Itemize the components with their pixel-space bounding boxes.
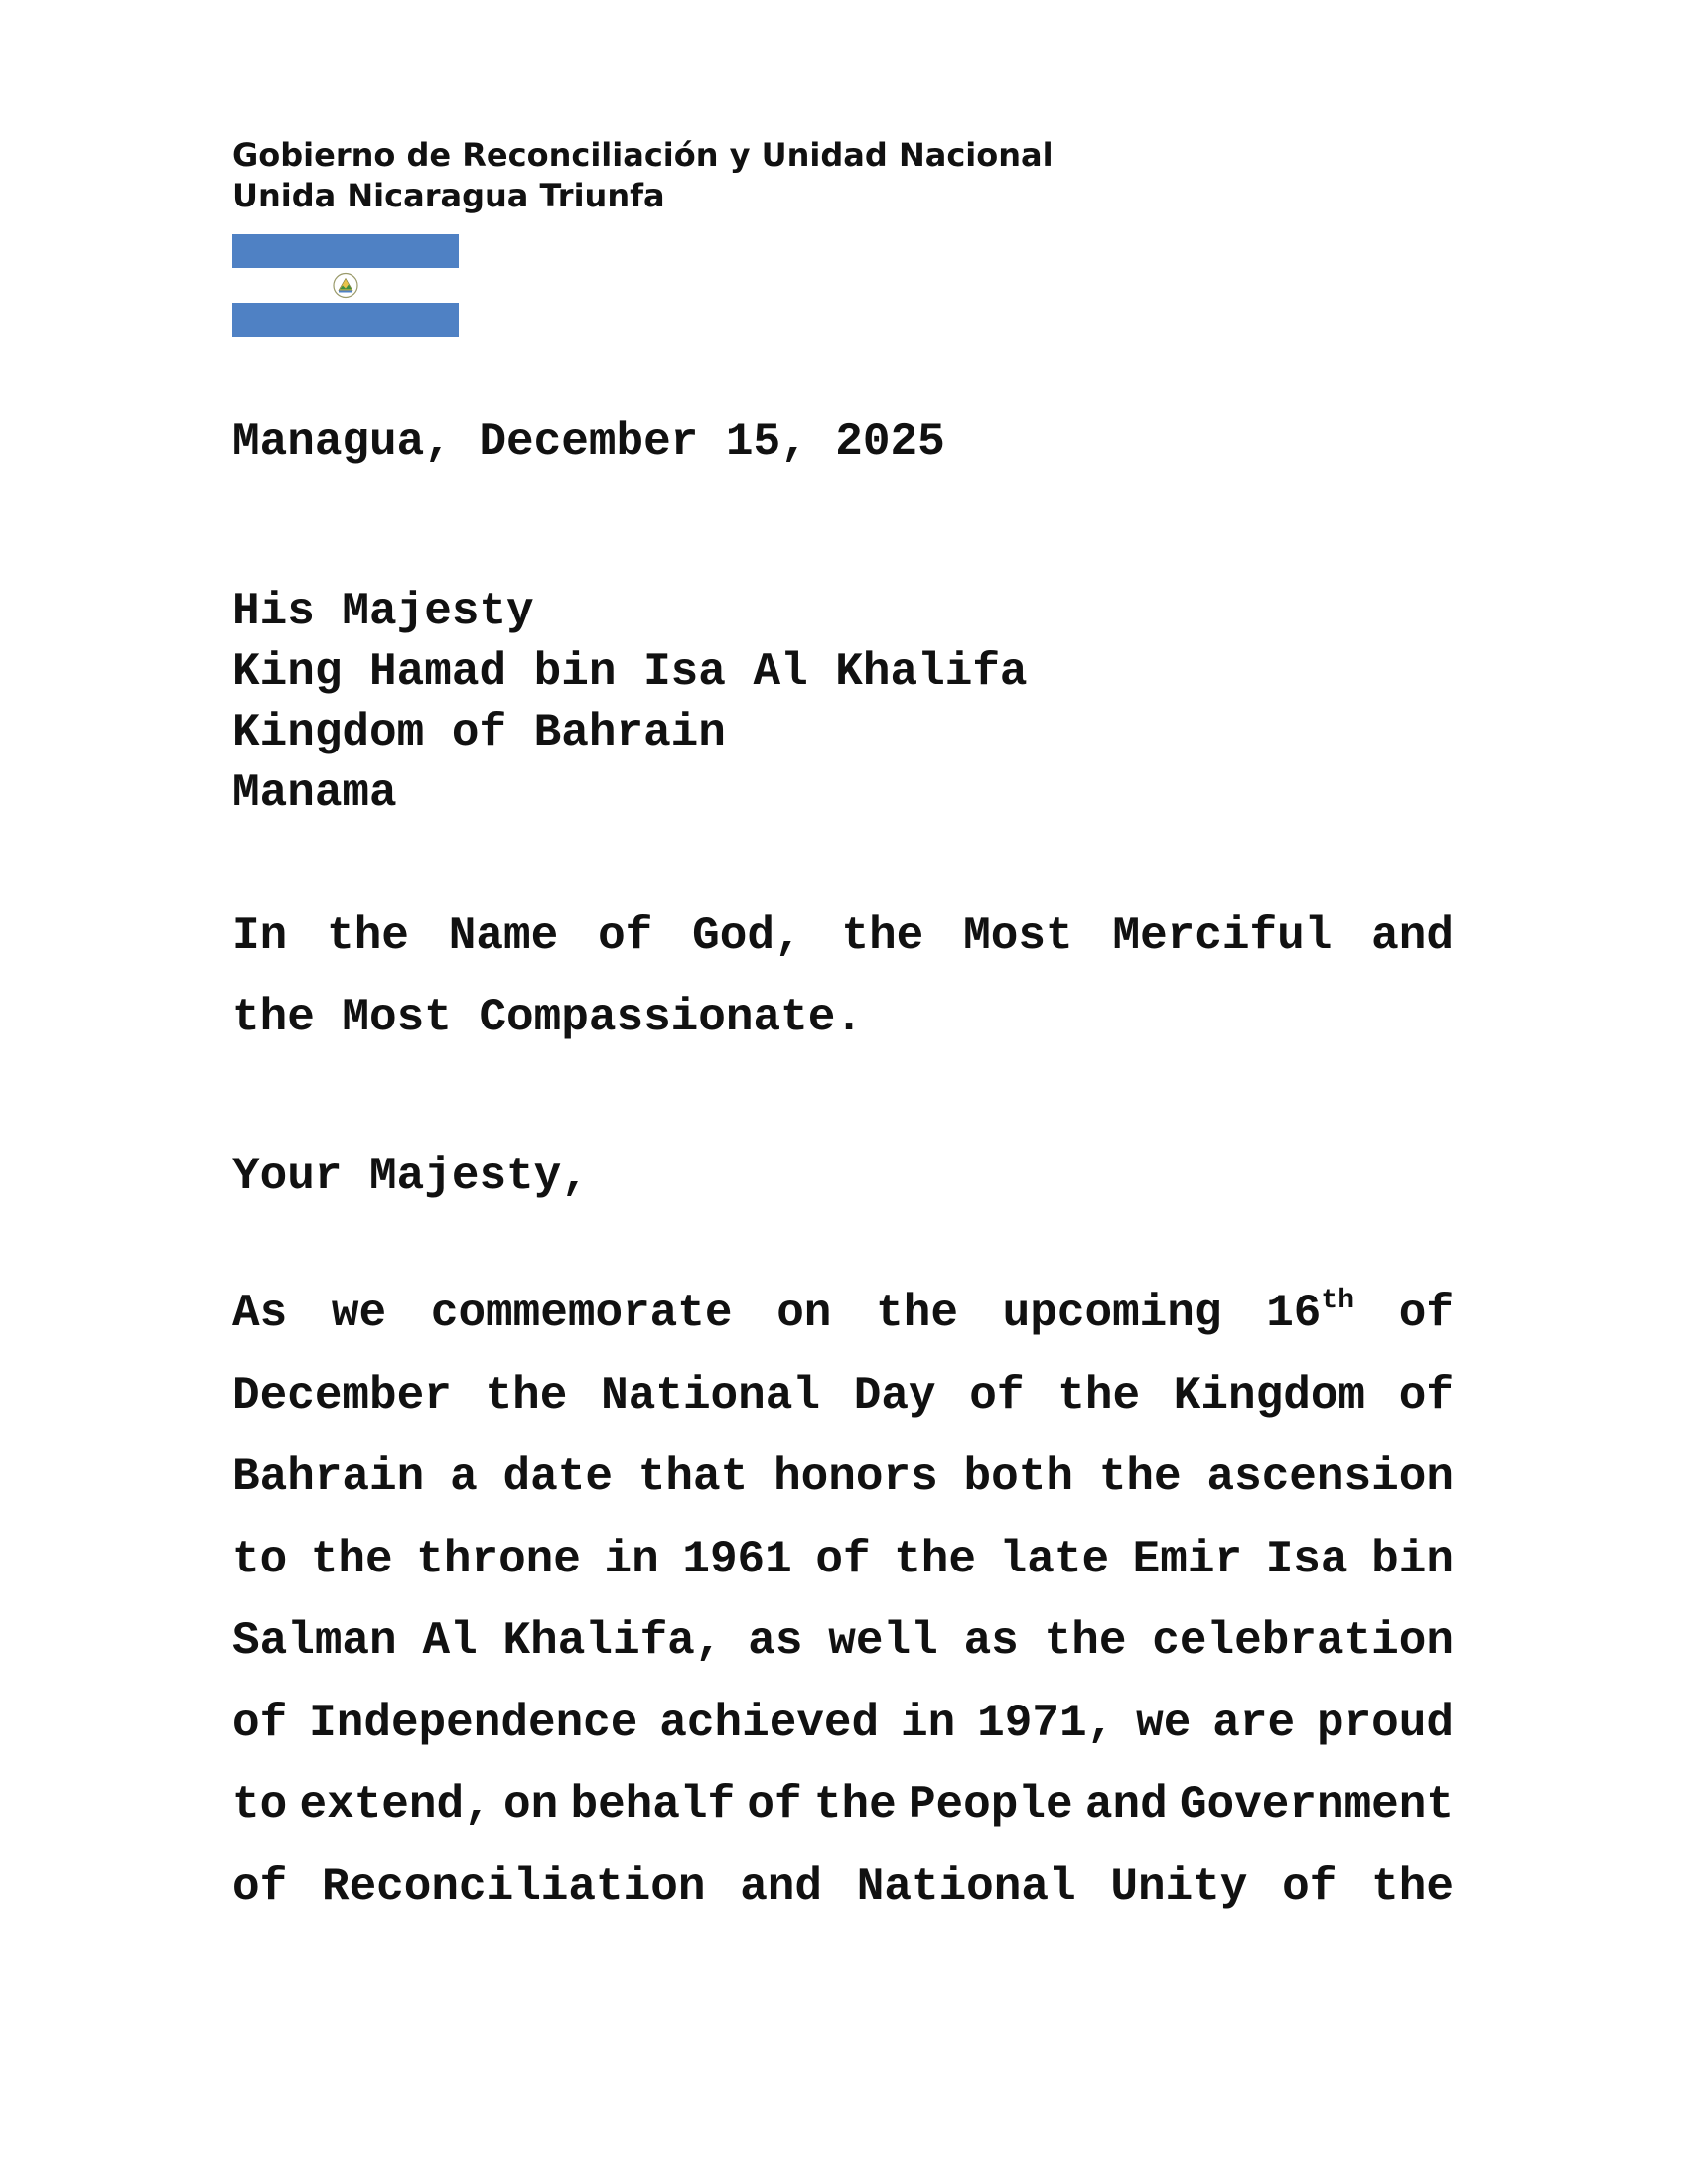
body-word: of: [232, 1697, 288, 1749]
addressee-line: King Hamad bin Isa Al Khalifa: [232, 646, 1028, 698]
body-word: behalf: [570, 1779, 736, 1831]
addressee-line: His Majesty: [232, 586, 534, 637]
body-word: extend,: [299, 1779, 492, 1831]
coat-of-arms-emblem: [334, 274, 357, 298]
body-word: the: [1044, 1615, 1127, 1667]
body-word: bin: [1371, 1533, 1454, 1585]
body-word: honors: [774, 1451, 938, 1503]
body-line: [232, 1519, 1454, 1601]
body-line: [232, 1846, 1454, 1929]
body-word: 16th: [1266, 1286, 1355, 1339]
body-word: Independence: [309, 1697, 638, 1749]
letterhead-government-name: Gobierno de Reconciliación y Unidad Nacional: [232, 136, 1054, 174]
ordinal-suffix: th: [1321, 1286, 1355, 1316]
body-word: Unity: [1110, 1860, 1248, 1913]
nicaragua-flag-icon: [232, 234, 459, 337]
body-word: and: [1084, 1779, 1168, 1831]
body-word: National: [601, 1369, 820, 1422]
addressee-line: Manama: [232, 767, 397, 819]
addressee-block: [232, 582, 1028, 824]
body-word: achieved: [659, 1697, 880, 1749]
body-word: as: [963, 1615, 1019, 1667]
body-word: of: [747, 1779, 802, 1831]
body-word: As: [232, 1288, 288, 1339]
body-word: December: [232, 1369, 452, 1422]
body-word: the: [1098, 1451, 1182, 1503]
salutation: Your Majesty,: [232, 1151, 589, 1202]
body-word: the: [813, 1779, 897, 1831]
body-line: [232, 1355, 1454, 1437]
body-word: 1971,: [977, 1697, 1115, 1749]
invocation: In the Name of God, the Most Merciful and the Most Compassionate.: [232, 910, 1454, 1043]
body-word: Day: [853, 1369, 936, 1422]
body-word: National: [856, 1860, 1076, 1913]
body-word: well: [828, 1615, 938, 1667]
body-word: celebration: [1152, 1615, 1454, 1667]
body-word: of: [969, 1369, 1025, 1422]
body-word: the: [1371, 1860, 1454, 1913]
body-word: Kingdom: [1173, 1369, 1366, 1422]
body-word: Reconciliation: [321, 1860, 706, 1913]
body-word: 1961: [682, 1533, 792, 1585]
body-word: date: [502, 1451, 613, 1503]
body-line: [232, 1764, 1454, 1846]
body-word: of: [1398, 1288, 1454, 1339]
body-word: both: [963, 1451, 1073, 1503]
body-word: as: [748, 1615, 803, 1667]
body-word: Khalifa,: [502, 1615, 723, 1667]
body-word: Isa: [1265, 1533, 1348, 1585]
body-word: to: [232, 1533, 288, 1585]
body-word: in: [604, 1533, 659, 1585]
body-word: Al: [422, 1615, 478, 1667]
letterhead-slogan: Unida Nicaragua Triunfa: [232, 177, 665, 214]
letter-date: Managua, December 15, 2025: [232, 416, 945, 468]
body-word: of: [815, 1533, 871, 1585]
body-word: of: [232, 1860, 288, 1913]
body-word: Emir: [1132, 1533, 1243, 1585]
body-word: the: [485, 1369, 568, 1422]
body-line: [232, 1600, 1454, 1683]
body-word: in: [901, 1697, 956, 1749]
body-word: that: [637, 1451, 749, 1503]
addressee-line: Kingdom of Bahrain: [232, 707, 726, 758]
body-word: and: [740, 1860, 823, 1913]
body-word: to: [232, 1779, 288, 1831]
body-word: People: [908, 1779, 1073, 1831]
letterhead: [232, 135, 1054, 216]
body-word: of: [1398, 1369, 1454, 1422]
body-word: we: [1136, 1697, 1192, 1749]
body-word: the: [876, 1288, 958, 1339]
body-word: the: [894, 1533, 977, 1585]
body-line: [232, 1436, 1454, 1519]
body-line: [232, 1683, 1454, 1765]
body-word: the: [310, 1533, 393, 1585]
body-word: are: [1212, 1697, 1296, 1749]
body-word: proud: [1316, 1697, 1454, 1749]
body-word: Government: [1179, 1779, 1454, 1831]
body-word: Bahrain: [232, 1451, 425, 1503]
body-word: throne: [416, 1533, 581, 1585]
body-word: on: [776, 1288, 832, 1339]
body-word: of: [1282, 1860, 1337, 1913]
body-word: ascension: [1206, 1451, 1454, 1503]
letter-body: [232, 1273, 1454, 1928]
body-word: on: [502, 1779, 559, 1831]
body-word: Salman: [232, 1615, 397, 1667]
body-word: a: [450, 1451, 478, 1503]
body-word: we: [331, 1288, 387, 1339]
body-word: the: [1057, 1369, 1141, 1422]
body-word: late: [999, 1533, 1110, 1585]
body-word: upcoming: [1002, 1288, 1222, 1339]
body-word: commemorate: [430, 1288, 733, 1339]
body-line: [232, 1273, 1454, 1355]
